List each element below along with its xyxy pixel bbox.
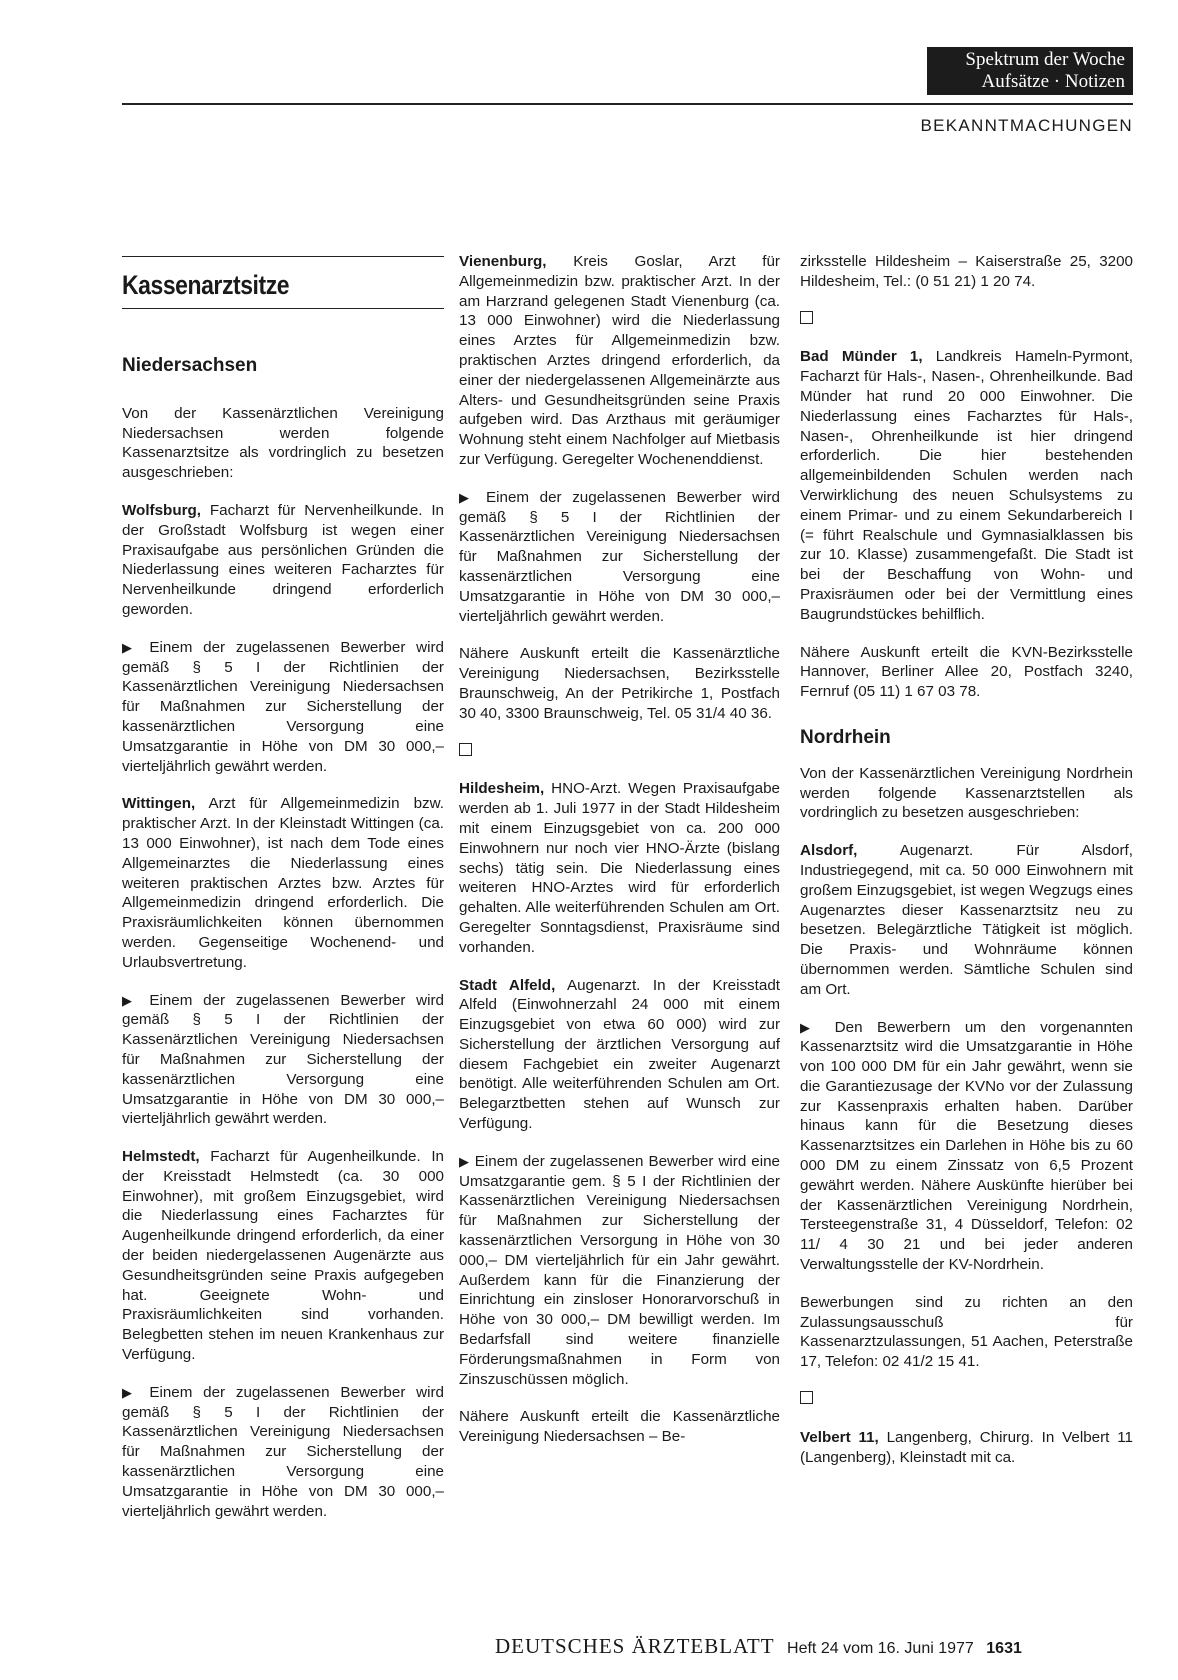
section-label [927, 47, 1133, 95]
page-number: 1631 [986, 1640, 1022, 1657]
listing-place: Bad Münder 1, [800, 348, 923, 366]
listing-text: Langenberg, Chirurg. In Velbert 11 (Langenberg), Kleinstadt mit ca. [800, 1428, 1133, 1466]
listing-place: Wolfsburg, [122, 501, 202, 519]
triangle-icon: ▶ [122, 1384, 139, 1400]
triangle-icon: ▶ [122, 639, 139, 655]
listing-place: Hildesheim, [459, 780, 545, 798]
listing-wittingen [122, 794, 444, 972]
title-rule-bottom [122, 308, 444, 309]
listing-velbert [800, 1428, 1133, 1468]
listing-alfeld [459, 976, 780, 1134]
listing-text: Augenarzt. In der Kreisstadt Alfeld (Einwohnerzahl 24 000 mit einem Einzugsgebiet von etwa 60 000) wird zur Sicherstellung der ärztlichen Versorgung auf diesem Fachgebiet ein zweiter Augenarzt benötigt. Alle weiterführenden Schulen am Ort. Belegarztbetten stehen auf Wunsch zur Verfügung. [459, 976, 780, 1133]
info-braunschweig: Nähere Auskunft erteilt die Kassenärztliche Vereinigung Niedersachsen, Bezirksstelle Braunschweig, An der Petrikirche 1, Postfach 30 40, 3300 Braunschweig, Tel. 05 31/4 40 36. [459, 645, 780, 722]
guarantee-text: Einem der zugelassenen Bewerber wird gemäß § 5 I der Richtlinien der Kassenärztlichen Vereinigung Niedersachsen für Maßnahmen zur Sicherstellung der kassenärztlichen Versorgung eine Umsatzgarantie in Höhe von DM 30 000,– vierteljährlich gewährt werden. [122, 1383, 445, 1520]
kicker: BEKANNTMACHUNGEN [920, 116, 1133, 135]
listing-place: Helmstedt, [122, 1148, 200, 1166]
info-hannover: Nähere Auskunft erteilt die KVN-Bezirksstelle Hannover, Berliner Allee 20, Postfach 3240, Fernruf (05 11) 1 67 03 78. [800, 643, 1133, 701]
top-rule [122, 103, 1133, 105]
box-separator-icon [800, 1391, 813, 1404]
column-3 [800, 252, 1133, 1485]
title-rule-top [122, 256, 444, 257]
column-2 [459, 252, 780, 1465]
listing-place: Alsdorf, [800, 842, 858, 860]
section-label-line1: Spektrum der Woche [965, 49, 1125, 70]
listing-place: Vienenburg, [459, 253, 547, 270]
listing-text: Kreis Goslar, Arzt für Allgemeinmedizin bzw. praktischer Arzt. In der am Harzrand gelegenen Stadt Vienenburg (ca. 13 000 Einwohner) wird die Niederlassung eines Arztes für Allgemeinmedizin bzw. praktischen Arztes dringend erforderlich, da einer der niedergelassenen Allgemeinärzte aus Alters- und Gesundheitsgründen seine Praxis aufgeben wird. Das Arzthaus mit geräumiger Wohnung steht einem Nachfolger auf Mietbasis zur Verfügung. Geregelter Wochenenddienst. [459, 253, 780, 468]
listing-place: Wittingen, [122, 795, 196, 813]
listing-text: Landkreis Hameln-Pyrmont, Facharzt für Hals-, Nasen-, Ohrenheilkunde. Bad Münder hat rund 20 000 Einwohner. Die Niederlassung eines Facharztes für Hals-, Nasen-, Ohrenheilkunde ist hier dringend erforderlich. Die hier bestehenden allgemeinbildenden Schulen werden nach Verwirklichung des neuen Schulsystems zu einem Primar- und zu einem Sekundarbereich I (= führt Realschule und Gymnasialklassen bis zur 10. Klasse) zusammengefaßt. Die Stadt ist bei der Beschaffung von Wohn- und Praxisräumen oder bei der Vermittlung eines Baugrundstückes behilflich. [800, 348, 1133, 623]
listing-helmstedt [122, 1147, 444, 1365]
box-separator-icon [459, 743, 472, 756]
guarantee-text: Einem der zugelassenen Bewerber wird gemäß § 5 I der Richtlinien der Kassenärztlichen Vereinigung Niedersachsen für Maßnahmen zur Sicherstellung der kassenärztlichen Versorgung eine Umsatzgarantie in Höhe von DM 30 000,– vierteljährlich gewährt werden. [459, 488, 781, 625]
listing-bad-muender [800, 347, 1133, 624]
listing-place: Stadt Alfeld, [459, 976, 556, 994]
separator [800, 310, 1133, 330]
listing-text: Arzt für Allgemeinmedizin bzw. praktischer Arzt. In der Kleinstadt Wittingen (ca. 13 000 Einwohner), ist nach dem Tode eines Allgemeinarztes die Niederlassung eines weiteren praktischen Arztes bzw. Arztes für Allgemeinmedizin dringend erforderlich. Die Praxisräumlichkeiten können übernommen werden. Gegenseitige Wochenend- und Urlaubsvertretung. [122, 795, 444, 971]
triangle-icon: ▶ [800, 1019, 821, 1035]
region-heading-nordrhein: Nordrhein [800, 726, 891, 748]
region-heading-niedersachsen: Niedersachsen [122, 355, 258, 376]
info-hildesheim: Nähere Auskunft erteilt die Kassenärztliche Vereinigung Niedersachsen – Be- [459, 1408, 780, 1446]
apply-info: Bewerbungen sind zu richten an den Zulassungsausschuß für Kassenarztzulassungen, 51 Aachen, Peterstraße 17, Telefon: 02 41/2 15 41. [800, 1293, 1133, 1371]
listing-text: Facharzt für Augenheilkunde. In der Kreisstadt Helmstedt (ca. 30 000 Einwohner), mit großem Einzugsgebiet, wird die Niederlassung eines Facharztes für Augenheilkunde dringend erforderlich, da einer der beiden niedergelassenen Augenärzte aus Gesundheitsgründen seine Praxis aufgegeben hat. Geeignete Wohn- und Praxisräumlichkeiten sind vorhanden. Belegbetten stehen im neuen Krankenhaus zur Verfügung. [122, 1148, 444, 1364]
separator [459, 742, 780, 762]
page-footer [495, 1634, 1022, 1659]
issue-info: Heft 24 vom 16. Juni 1977 [787, 1640, 974, 1657]
triangle-icon: ▶ [122, 992, 139, 1008]
box-separator-icon [800, 311, 813, 324]
column-1 [122, 356, 444, 1539]
guarantee-text: Einem der zugelassenen Bewerber wird gemäß § 5 I der Richtlinien der Kassenärztlichen Vereinigung Niedersachsen für Maßnahmen zur Sicherstellung der kassenärztlichen Versorgung eine Umsatzgarantie in Höhe von DM 30 000,– vierteljährlich gewährt werden. [122, 991, 445, 1128]
separator [800, 1390, 1133, 1410]
guarantee-text: Einem der zugelassenen Bewerber wird gemäß § 5 I der Richtlinien der Kassenärztlichen Vereinigung Niedersachsen für Maßnahmen zur Sicherstellung der kassenärztlichen Versorgung eine Umsatzgarantie in Höhe von DM 30 000,– vierteljährlich gewährt werden. [122, 638, 445, 775]
page-title: Kassenarztsitze [122, 270, 290, 300]
triangle-icon: ▶ [459, 489, 476, 505]
guarantee-vienenburg [459, 488, 780, 627]
section-label-line2: Aufsätze · Notizen [981, 71, 1125, 92]
guarantee-alfeld [459, 1152, 780, 1390]
guarantee-text: Einem der zugelassenen Bewerber wird eine Umsatzgarantie gem. § 5 I der Richtlinien der Kassenärztlichen Vereinigung Niedersachsen für Maßnahmen zur Sicherstellung der kassenärztlichen Versorgung in Höhe von 30 000,– DM vierteljährlich für ein Jahr gewährt. Außerdem kann für die Finanzierung der Einrichtung ein zinsloser Honorarvorschuß in Höhe von 30 000,– DM bewilligt werden. Im Bedarfsfall sind weitere finanzielle Förderungsmaßnahmen in Form von Zinszuschüssen möglich. [459, 1152, 781, 1388]
listing-text: Facharzt für Nervenheilkunde. In der Großstadt Wolfsburg ist wegen einer Praxisaufgabe aus persönlichen Gründen die Niederlassung eines weiteren Facharztes für Nervenheilkunde dringend erforderlich geworden. [122, 501, 444, 618]
listing-wolfsburg [122, 501, 444, 620]
listing-hildesheim [459, 779, 780, 957]
listing-place: Velbert 11, [800, 1428, 879, 1446]
intro-text: Von der Kassenärztlichen Vereinigung Nordrhein werden folgende Kassenarztstellen als vordringlich zu besetzen ausgeschrieben: [800, 764, 1133, 822]
guarantee-wolfsburg [122, 638, 444, 777]
guarantee-alsdorf [800, 1018, 1133, 1275]
triangle-icon: ▶ [459, 1153, 470, 1169]
guarantee-text: Den Bewerbern um den vorgenannten Kassenarztsitz wird die Umsatzgarantie in Höhe von 100 000 DM für ein Jahr gewährt, wenn sie die Garantiezusage der KVNo vor der Zulassung zur Kassenpraxis erhalten haben. Darüber hinaus kann für die Besetzung dieses Kassenarztsitzes ein Darlehen in Höhe bis zu 60 000 DM zu einem Zinssatz von 6,5 Prozent gewährt werden. Nähere Auskünfte hierüber bei der Kassenärztlichen Vereinigung Nordrhein, Tersteegenstraße 31, 4 Düsseldorf, Telefon: 02 11/ 4 30 21 und bei jeder anderen Verwaltungsstelle der KV-Nordrhein. [800, 1018, 1134, 1274]
listing-vienenburg [459, 252, 780, 470]
masthead: DEUTSCHES ÄRZTEBLATT [495, 1634, 775, 1658]
intro-text: Von der Kassenärztlichen Vereinigung Niedersachsen werden folgende Kassenarztsitze als vordringlich zu besetzen ausgeschrieben: [122, 404, 444, 482]
listing-text: HNO-Arzt. Wegen Praxisaufgabe werden ab 1. Juli 1977 in der Stadt Hildesheim mit einem Einzugsgebiet von ca. 200 000 Einwohnern nur noch vier HNO-Ärzte (bislang sechs) tätig sein. Die Niederlassung eines weiteren HNO-Arztes wird für erforderlich gehalten. Alle weiterführenden Schulen am Ort. Geregelter Sonntagsdienst, Praxisräume sind vorhanden. [459, 780, 780, 956]
listing-alsdorf [800, 841, 1133, 999]
listing-text: Augenarzt. Für Alsdorf, Industriegegend, mit ca. 50 000 Einwohnern mit großem Einzugsgebiet, ist wegen Wegzugs eines Augenarztes dieser Kassenarztsitz neu zu besetzen. Belegärztliche Tätigkeit ist möglich. Die Praxis- und Wohnräume können übernommen werden. Sämtliche Schulen sind am Ort. [800, 842, 1133, 998]
guarantee-wittingen [122, 991, 444, 1130]
info-hildesheim-cont: zirksstelle Hildesheim – Kaiserstraße 25, 3200 Hildesheim, Tel.: (0 51 21) 1 20 74. [800, 253, 1133, 290]
guarantee-helmstedt [122, 1383, 444, 1522]
